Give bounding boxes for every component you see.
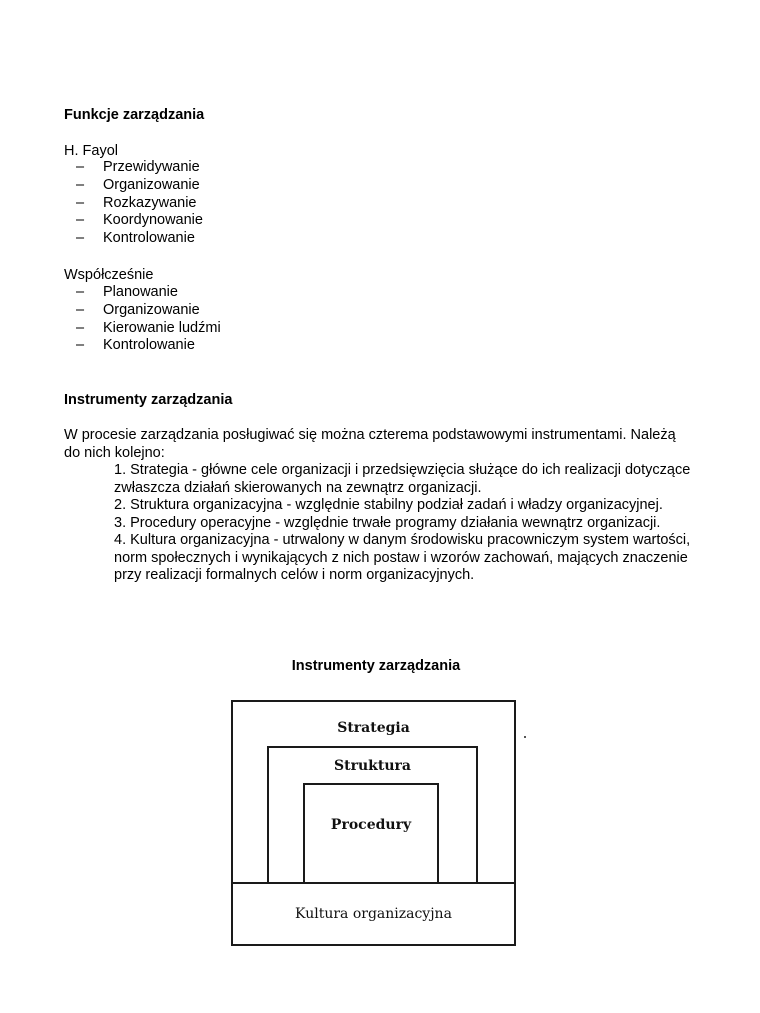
- dash-bullet: –: [76, 284, 85, 300]
- dash-bullet: –: [76, 212, 85, 229]
- diagram-title: Instrumenty zarządzania: [291, 658, 461, 674]
- fayol-label: H. Fayol: [64, 143, 118, 159]
- dash-bullet: –: [76, 159, 85, 175]
- kultura-box: [231, 882, 516, 946]
- dash-bullet: –: [76, 319, 85, 336]
- dash-bullet: –: [76, 337, 85, 354]
- modern-label: Współcześnie: [64, 267, 154, 283]
- struktura-label: Struktura: [334, 758, 411, 774]
- strategia-label: Strategia: [337, 720, 410, 736]
- list-item: 2. Struktura organizacyjna - względnie stabilny podział zadań i władzy organizacyjnej.: [114, 497, 663, 513]
- dash-bullet: –: [76, 230, 85, 247]
- list-item: 3. Procedury operacyjne - względnie trwałe programy działania wewnątrz organizacji.: [114, 514, 661, 531]
- list-item: 1. Strategia - główne cele organizacji i przedsięwzięcia służące do ich realizacji dotyczące zwłaszcza działań skierowanych na zewnątrz organizacji.: [114, 462, 691, 496]
- dash-bullet: –: [76, 194, 85, 211]
- kultura-label: Kultura organizacyjna: [295, 906, 452, 922]
- procedury-box: [303, 783, 439, 884]
- heading-instruments: Instrumenty zarządzania: [64, 392, 233, 408]
- dash-bullet: –: [76, 176, 85, 193]
- heading-functions: Funkcje zarządzania: [64, 107, 205, 123]
- document-page: Funkcje zarządzania H. Fayol – Przewidywanie – Organizowanie – Rozkazywanie – Koordynowanie – Kontrolowanie Współcześnie – Planowanie – Organizowanie – Kierowanie ludźmi – Kontrolowanie Instrumenty zarządzania W procesie zarządzania posługiwać się można czterema podstawowymi instrumentami. Należą do nich kolejno: 1. Strategia - główne cele organizacji i przedsięwzięcia służące do ich realizacji dotyczące zwłaszcza działań skierowanych na zewnątrz organizacji. 2. Struktura organizacyjna - względnie stabilny podział zadań i władzy organizacyjnej. 3. Procedury operacyjne - względnie trwałe programy działania wewnątrz organizacji. 4. Kultura organizacyjna - utrwalony w danym środowisku pracowniczym system wartości, norm społecznych i wynikających z nich postaw i wzorów zachowań, mających znaczenie przy realizacji formalnych celów i norm organizacyjnych. Instrumenty zarządzania Strategia Struktura Procedury Kultura organizacyjna: [0, 0, 760, 1013]
- procedury-label: Procedury: [330, 817, 412, 833]
- scan-speck: [524, 736, 526, 738]
- dash-bullet: –: [76, 301, 85, 318]
- list-item: 4. Kultura organizacyjna - utrwalony w danym środowisku pracowniczym system wartości, norm społecznych i wynikających z nich postaw i wzorów zachowań, mających znaczenie przy realizacji formalnych celów i norm organizacyjnych.: [114, 532, 691, 583]
- intro-paragraph: W procesie zarządzania posługiwać się można czterema podstawowymi instrumentami. Należą do nich kolejno:: [64, 427, 676, 461]
